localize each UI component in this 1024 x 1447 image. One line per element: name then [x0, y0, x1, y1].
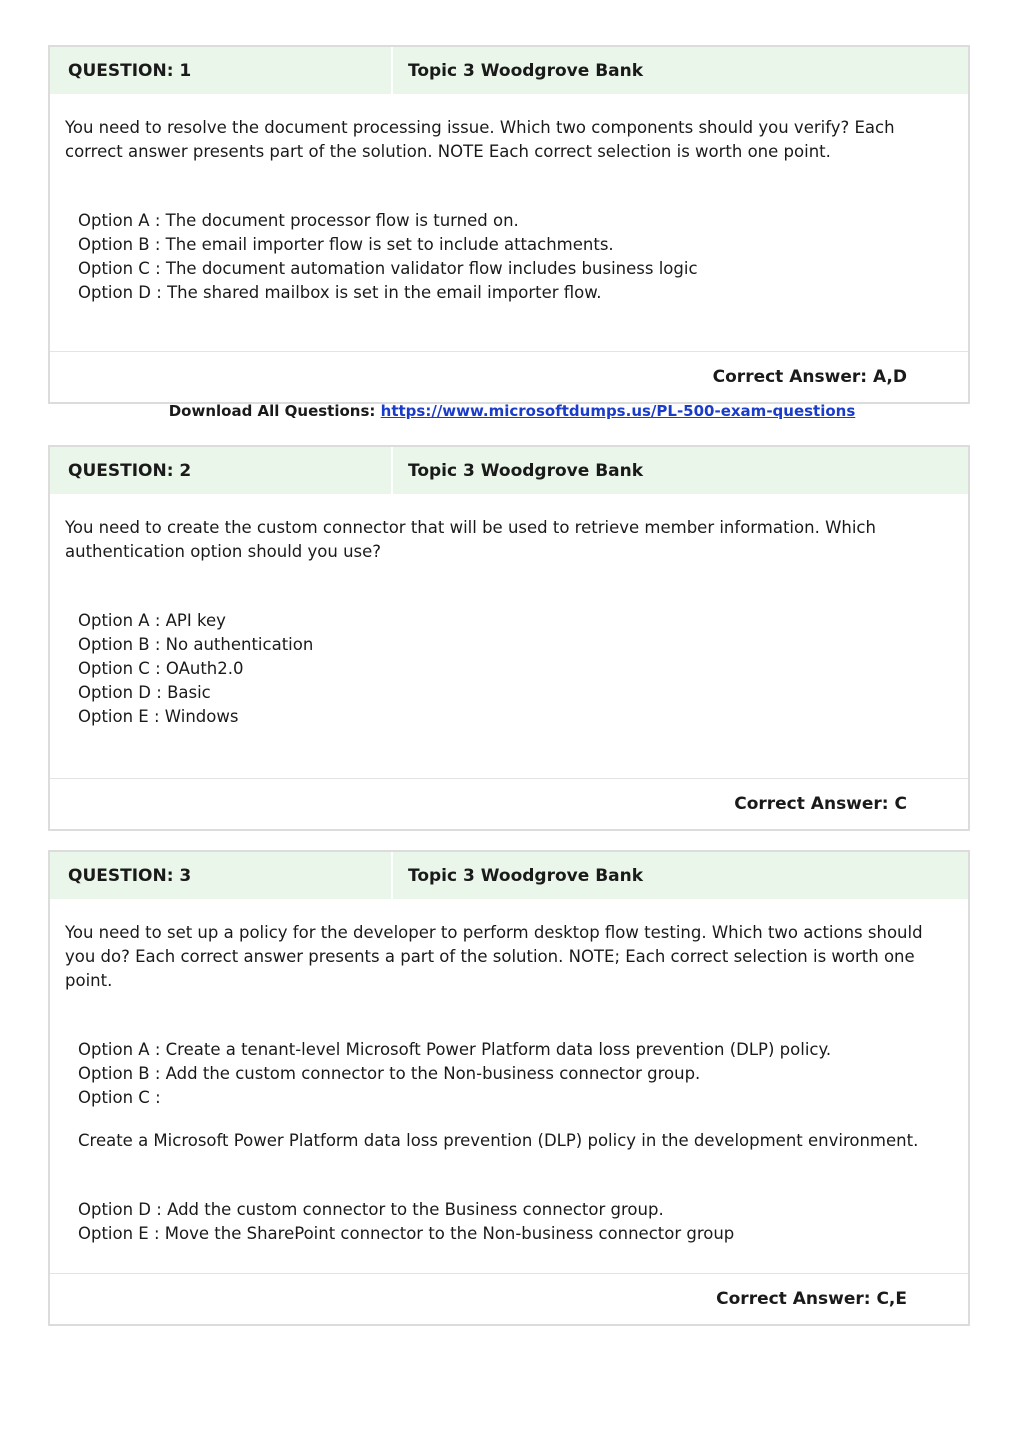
option-c: Option C : [78, 1088, 161, 1107]
download-label: Download All Questions: [168, 402, 376, 420]
option-c: Option C : The document automation validator flow includes business logic [78, 259, 698, 278]
question-number: QUESTION: 2 [50, 447, 393, 494]
option-list [78, 209, 954, 305]
question-stem: You need to resolve the document processing issue. Which two components should you verify? Each correct answer presents part of the solution. NOTE Each correct selection is worth one point. [65, 118, 895, 161]
question-number: QUESTION: 3 [50, 852, 393, 899]
question-body [50, 899, 968, 1273]
question-body [50, 94, 968, 351]
question-header [50, 447, 968, 494]
correct-answer: Correct Answer: C,E [50, 1273, 968, 1324]
correct-answer: Correct Answer: A,D [50, 351, 968, 402]
option-list [78, 1038, 954, 1110]
option-e: Option E : Move the SharePoint connector to the Non-business connector group [78, 1224, 735, 1243]
option-c-text: Create a Microsoft Power Platform data loss prevention (DLP) policy in the development environment. [78, 1131, 919, 1150]
correct-answer: Correct Answer: C [50, 778, 968, 829]
option-a: Option A : Create a tenant-level Microsoft Power Platform data loss prevention (DLP) policy. [78, 1040, 832, 1059]
question-header [50, 852, 968, 899]
question-topic: Topic 3 Woodgrove Bank [408, 865, 644, 886]
download-line [0, 402, 1024, 420]
question-stem: You need to create the custom connector that will be used to retrieve member information. Which authentication option should you use? [65, 518, 876, 561]
option-list-continued [78, 1198, 954, 1246]
question-body [50, 494, 968, 778]
option-d: Option D : Basic [78, 683, 211, 702]
question-topic: Topic 3 Woodgrove Bank [408, 460, 644, 481]
question-card-2 [48, 445, 970, 831]
option-e: Option E : Windows [78, 707, 239, 726]
option-c: Option C : OAuth2.0 [78, 659, 244, 678]
option-b: Option B : Add the custom connector to the Non-business connector group. [78, 1064, 701, 1083]
option-d: Option D : Add the custom connector to the Business connector group. [78, 1200, 664, 1219]
question-card-3 [48, 850, 970, 1326]
question-stem: You need to set up a policy for the developer to perform desktop flow testing. Which two actions should you do? Each correct answer presents a part of the solution. NOTE; Each correct selection is worth one point. [65, 923, 923, 990]
option-a: Option A : The document processor flow is turned on. [78, 211, 519, 230]
question-number: QUESTION: 1 [50, 47, 393, 94]
question-topic: Topic 3 Woodgrove Bank [408, 60, 644, 81]
question-header [50, 47, 968, 94]
question-card-1 [48, 45, 970, 404]
option-a: Option A : API key [78, 611, 226, 630]
option-d: Option D : The shared mailbox is set in the email importer flow. [78, 283, 602, 302]
option-b: Option B : No authentication [78, 635, 314, 654]
download-link[interactable]: https://www.microsoftdumps.us/PL-500-exam-questions [380, 402, 856, 420]
option-b: Option B : The email importer flow is set to include attachments. [78, 235, 614, 254]
option-list [78, 609, 954, 729]
